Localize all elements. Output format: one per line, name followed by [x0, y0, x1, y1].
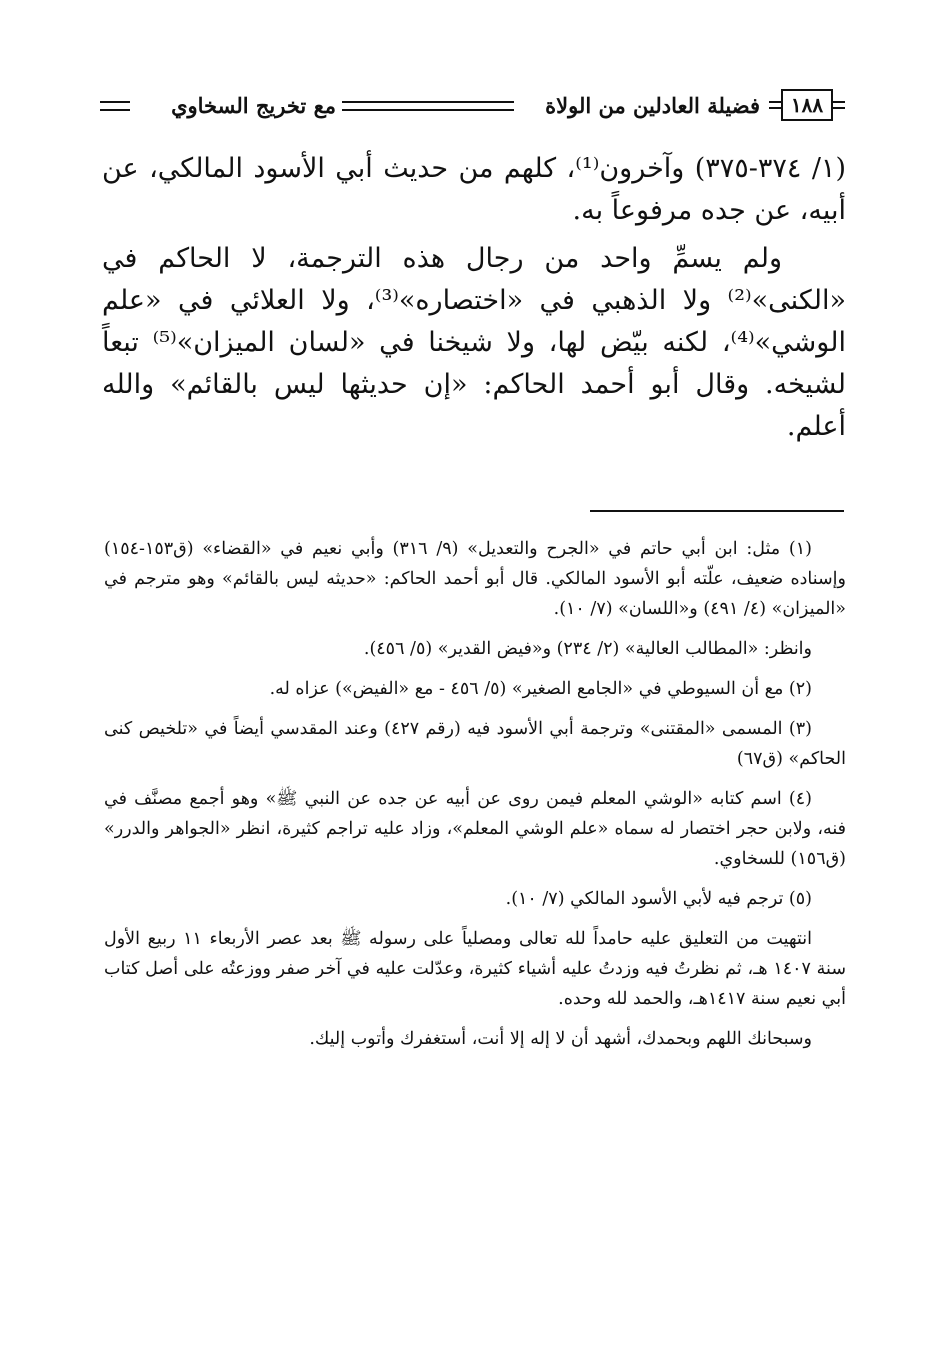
footnote-3: (٣) المسمى «المقتنى» وترجمة أبي الأسود فيه (رقم ٤٢٧) وعند المقدسي أيضاً في «تلخيص كنى الحاكم» (ق٦٧)	[104, 719, 846, 769]
footnote-separator	[590, 510, 844, 512]
closing-prayer: وسبحانك اللهم وبحمدك، أشهد أن لا إله إلا أنت، أستغفرك وأتوب إليك.	[309, 1029, 812, 1049]
body-paragraph: ولم يسمِّ واحد من رجال هذه الترجمة، لا الحاكم في «الكنى»⁽²⁾ ولا الذهبي في «اختصاره»⁽³⁾، ولا العلائي في «علم الوشي»⁽⁴⁾، لكنه بيّض لها، ولا شيخنا في «لسان الميزان»⁽⁵⁾ تبعاً لشيخه. وقال أبو أحمد الحاكم: «إن حديثها ليس بالقائم» والله أعلم.	[102, 243, 846, 442]
closing-note: انتهيت من التعليق عليه حامداً لله تعالى ومصلياً على رسوله ﷺ بعد عصر الأربعاء ١١ ربيع الأول سنة ١٤٠٧ هـ، ثم نظرتُ فيه وزدتُ عليه أشياء كثيرة، وعدّلت عليه في آخر صفر ووزعتُه على أصل كتاب أبي نعيم سنة ١٤١٧هـ، والحمد لله وحده.	[104, 929, 847, 1009]
footnotes	[104, 534, 846, 1064]
footnote-5: (٥) ترجم فيه لأبي الأسود المالكي (٧/ ١٠).	[505, 889, 812, 909]
header-rule	[342, 101, 514, 111]
header-rule-end	[100, 101, 130, 111]
footnote-4: (٤) اسم كتابه «الوشي المعلم فيمن روى عن أبيه عن جده عن النبي ﷺ» وهو أجمع مصنَّف في فنه، ولابن حجر اختصار له سماه «علم الوشي المعلم»، وزاد عليه تراجم كثيرة، انظر «الجواهر والدرر» (ق١٥٦) للسخاوي.	[104, 789, 846, 869]
footnote-2: (٢) مع أن السيوطي في «الجامع الصغير» (٥/ ٤٥٦ - مع «الفيض») عزاه له.	[269, 679, 812, 699]
footnote-1: (١) مثل: ابن أبي حاتم في «الجرح والتعديل» (٩/ ٣١٦) وأبي نعيم في «القضاء» (ق١٥٣-١٥٤) وإسناده ضعيف، علّته أبو الأسود المالكي. قال أبو أحمد الحاكم: «حديثه ليس بالقائم» وهو مترجم في «الميزان» (٤/ ٤٩١) و«اللسان» (٧/ ١٠).	[104, 539, 846, 619]
header-ornament	[769, 101, 781, 109]
footnote-1-continued: وانظر: «المطالب العالية» (٢/ ٢٣٤) و«فيض القدير» (٥/ ٤٥٦).	[363, 639, 812, 659]
main-text	[102, 148, 846, 454]
page-number-box	[766, 84, 848, 126]
header-ornament	[833, 101, 845, 109]
header-subtitle: مع تخريج السخاوي	[171, 92, 336, 118]
body-paragraph: (١/ ٣٧٤-٣٧٥) وآخرون⁽¹⁾، كلهم من حديث أبي الأسود المالكي، عن أبيه، عن جده مرفوعاً به.	[102, 153, 846, 226]
header-title: فضيلة العادلين من الولاة	[545, 92, 760, 118]
running-header	[100, 84, 848, 126]
page-number: ١٨٨	[781, 89, 833, 121]
